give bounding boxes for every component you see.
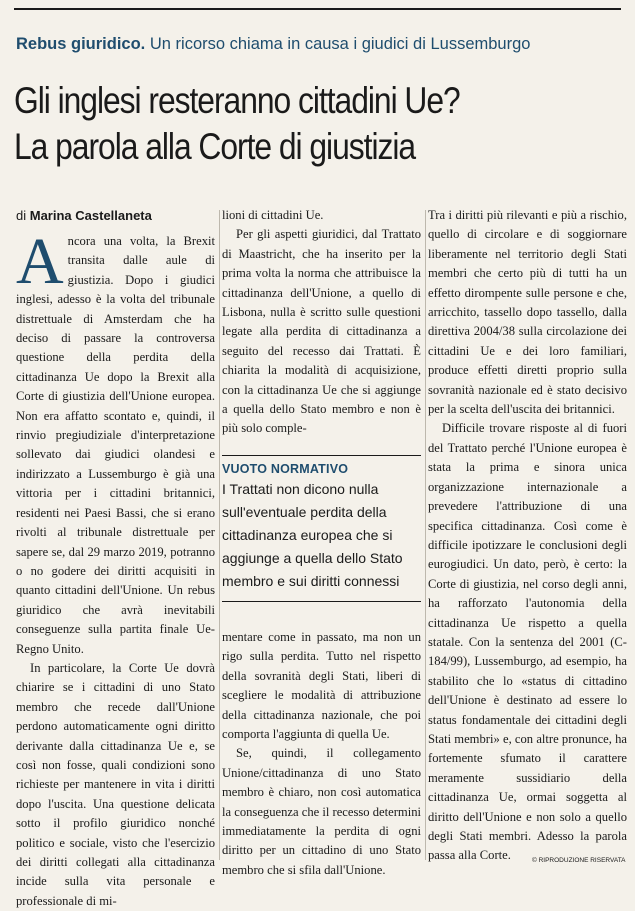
top-rule bbox=[14, 8, 621, 10]
article-column-3 bbox=[428, 206, 627, 866]
kicker-label: Rebus giuridico. bbox=[16, 35, 146, 53]
article-column-2 bbox=[222, 206, 421, 439]
article-paragraph: lioni di cittadini Ue. bbox=[222, 208, 324, 222]
box-title: VUOTO NORMATIVO bbox=[222, 462, 349, 476]
article-paragraph: Ancora una volta, la Brexit transita dalle aule di giustizia. Dopo i giudici inglesi, adesso è la volta del tribunale distrettuale di Amsterdam che ha deciso di passare la controversa questione della perdita della cittadinanza Ue dopo la Brexit alla Corte di giustizia dell'Unione europea. Non era affatto scontato e, quindi, il rinvio pregiudiziale d'interpretazione sollevato dai giudici olandesi e indirizzato a Lussemburgo è già una vittoria per i cittadini britannici, residenti nei Paesi Bassi, che si erano rivolti al tribunale distrettuale per sapere se, dal 29 marzo 2019, potranno o no godere dei diritti acquisiti in quanto cittadini dell'Unione. Un rebus giuridico che avrà inevitabili conseguenze sulla partita finale Ue-Regno Unito. bbox=[16, 225, 215, 656]
headline bbox=[14, 78, 629, 170]
headline-line-1: Gli inglesi resteranno cittadini Ue? bbox=[14, 80, 460, 121]
byline-author: Marina Castellaneta bbox=[29, 208, 152, 223]
headline-line-2: La parola alla Corte di giustizia bbox=[14, 126, 416, 167]
byline-prefix: di bbox=[16, 208, 27, 223]
article-paragraph: In particolare, la Corte Ue dovrà chiarire se i cittadini di uno Stato membro che recede dall'Unione perdono automaticamente ogni diritto derivante dalla cittadinanza Ue e, se così non fosse, quali condizioni sono richieste per mantenere in vita i diritti dopo l'uscita. Una questione delicata sotto il profilo giuridico nonché politico e sociale, visto che l'esercizio dei diritti collegati alla cittadinanza incide sulla vita personale e professionale di mi- bbox=[16, 660, 215, 908]
article-paragraph: Difficile trovare risposte al di fuori del Trattato perché l'Unione europea è stata la prima e sinora unica organizzazione internazionale a prevedere l'attribuzione di una specifica cittadinanza. Così come è difficile ipotizzare le conclusioni degli eurogiudici. Un dato, però, è certo: la Corte di giustizia, nel corso degli anni, ha rafforzato l'autonomia della cittadinanza Ue rispetto a quella statale. Con la sentenza del 2001 (C-184/99), Lussemburgo, ad esempio, ha stabilito che lo «status di cittadino dell'Unione è destinato ad essere lo status fondamentale dei cittadini degli Stati membri» e, con altre pronunce, ha fortemente sfumato il carattere meramente sussidiario della cittadinanza Ue, ormai soggetta al diritto dell'Unione e non solo a quello degli Stati membri. Adesso la parola passa alla Corte. bbox=[428, 421, 627, 863]
copyright-notice: © RIPRODUZIONE RISERVATA bbox=[532, 857, 626, 864]
column-divider-1 bbox=[219, 210, 220, 860]
article-paragraph: Tra i diritti più rilevanti e più a rischio, quello di circolare e di soggiornare liberamente nel territorio degli Stati membri che certo più di tutti ha un effetto dirompente sulle persone e che, arricchito, tassello dopo tassello, dalla direttiva 2004/38 sulla circolazione dei cittadini Ue e dei loro familiari, produce effetti diretti proprio sulla sovranità nazionale ed è stato decisivo per la scelta dell'uscita dei britannici. bbox=[428, 208, 627, 417]
kicker-text: Un ricorso chiama in causa i giudici di Lussemburgo bbox=[149, 35, 531, 53]
article-column-1 bbox=[16, 225, 215, 911]
dropcap: A bbox=[16, 225, 64, 298]
article-paragraph: mentare come in passato, ma non un rigo sulla perdita. Tutto nel rispetto della sovranità degli Stati, liberi di scegliere le modalità di attribuzione della cittadinanza nazionale, che poi comporta l'aggiunta di quella Ue. bbox=[222, 630, 421, 742]
article-paragraph: Se, quindi, il collegamento Unione/cittadinanza di uno Stato membro è chiaro, non così automatica la conseguenza che il recesso determini immediatamente la perdita di ogni diritto per un cittadino di uno Stato membro che si sfila dall'Unione. bbox=[222, 746, 421, 877]
byline bbox=[16, 208, 152, 223]
column-divider-2 bbox=[425, 210, 426, 860]
article-column-2-continued bbox=[222, 628, 421, 880]
sidebar-box bbox=[222, 455, 421, 602]
article-paragraph: Per gli aspetti giuridici, dal Trattato di Maastricht, che ha inserito per la prima volta la norma che attribuisce la cittadinanza dell'Unione, a quello di Lisbona, nulla è scritto sulle questioni legate alla perdita di cittadinanza a seguito del recesso dai Trattati. È chiarita la modalità di acquisizione, con la cittadinanza Ue che si aggiunge a quella dello Stato membro e non è più solo comple- bbox=[222, 227, 421, 436]
box-text: I Trattati non dicono nulla sull'eventuale perdita della cittadinanza europea che si aggiunge a quella dello Stato membro e sui diritti connessi bbox=[222, 481, 403, 589]
kicker bbox=[16, 34, 626, 54]
